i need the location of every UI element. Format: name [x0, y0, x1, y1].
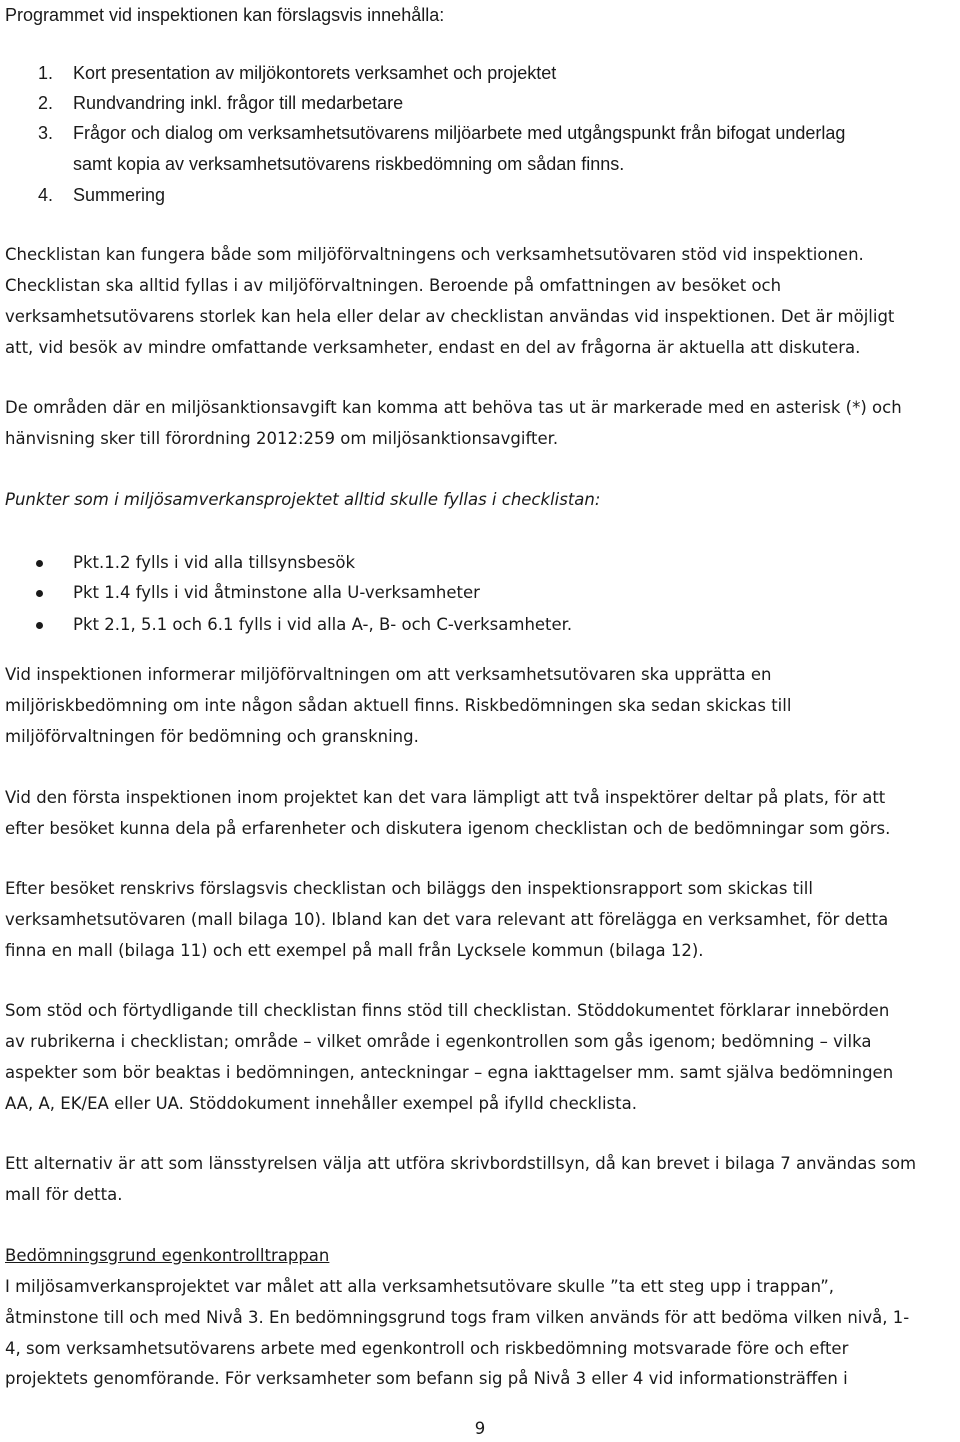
- text-line: 4, som verksamhetsutövarens arbete med egenkontroll och riskbedömning motsvarade före och efter: [5, 1339, 849, 1358]
- text-line: verksamhetsutövarens storlek kan hela eller delar av checklistan användas vid inspektionen. Det är möjligt: [5, 307, 895, 326]
- text-line: Efter besöket renskrivs förslagsvis checklistan och biläggs den inspektionsrapport som skickas till: [5, 879, 813, 898]
- list-number: 1.: [38, 63, 54, 83]
- list-item: Summering: [73, 185, 166, 205]
- bullet-item: Pkt 1.4 fylls i vid åtminstone alla U-verksamheter: [73, 583, 480, 602]
- text-line: Vid inspektionen informerar miljöförvaltningen om att verksamhetsutövaren ska upprätta en: [5, 665, 772, 684]
- section-heading: Bedömningsgrund egenkontrolltrappan: [5, 1246, 330, 1265]
- text-line: Ett alternativ är att som länsstyrelsen välja att utföra skrivbordstillsyn, då kan brevet i bilaga 7 användas som: [5, 1154, 917, 1173]
- text-line: att, vid besök av mindre omfattande verksamheter, endast en del av frågorna är aktuella att diskutera.: [5, 338, 861, 357]
- text-line: I miljösamverkansprojektet var målet att alla verksamhetsutövare skulle ”ta ett steg upp i trappan”,: [5, 1277, 835, 1296]
- text-line: mall för detta.: [5, 1185, 123, 1204]
- text-line: aspekter som bör beaktas i bedömningen, anteckningar – egna iakttagelser mm. samt själva bedömningen: [5, 1063, 894, 1082]
- intro-text: Programmet vid inspektionen kan förslagsvis innehålla:: [5, 5, 445, 25]
- punkter-heading: Punkter som i miljösamverkansprojektet alltid skulle fyllas i checklistan:: [5, 490, 601, 509]
- list-item-continued: samt kopia av verksamhetsutövarens riskbedömning om sådan finns.: [73, 154, 625, 174]
- text-line: AA, A, EK/EA eller UA. Stöddokument innehåller exempel på ifylld checklista.: [5, 1094, 637, 1113]
- list-item: Rundvandring inkl. frågor till medarbetare: [73, 93, 404, 113]
- text-line: Vid den första inspektionen inom projektet kan det vara lämpligt att två inspektörer deltar på plats, för att: [5, 788, 886, 807]
- bullet-icon: [36, 560, 43, 567]
- list-item: Frågor och dialog om verksamhetsutövarens miljöarbete med utgångspunkt från bifogat underlag: [73, 123, 846, 143]
- text-line: av rubrikerna i checklistan; område – vilket område i egenkontrollen som gås igenom; bedömning – vilka: [5, 1032, 872, 1051]
- list-number: 2.: [38, 93, 54, 113]
- list-number: 3.: [38, 123, 54, 143]
- text-line: efter besöket kunna dela på erfarenheter och diskutera igenom checklistan och de bedömningar som görs.: [5, 819, 891, 838]
- text-line: miljöförvaltningen för bedömning och granskning.: [5, 727, 419, 746]
- text-line: åtminstone till och med Nivå 3. En bedömningsgrund togs fram vilken används för att bedöma vilken nivå, 1-: [5, 1308, 910, 1327]
- bullet-icon: [36, 622, 43, 629]
- text-line: Som stöd och förtydligande till checklistan finns stöd till checklistan. Stöddokumentet förklarar innebörden: [5, 1001, 890, 1020]
- text-line: Checklistan kan fungera både som miljöförvaltningens och verksamhetsutövaren stöd vid inspektionen.: [5, 245, 864, 264]
- bullet-icon: [36, 590, 43, 597]
- text-line: projektets genomförande. För verksamheter som befann sig på Nivå 3 eller 4 vid informationsträffen i: [5, 1369, 848, 1388]
- text-line: finna en mall (bilaga 11) och ett exempel på mall från Lycksele kommun (bilaga 12).: [5, 941, 704, 960]
- bullet-item: Pkt.1.2 fylls i vid alla tillsynsbesök: [73, 553, 356, 572]
- bullet-item: Pkt 2.1, 5.1 och 6.1 fylls i vid alla A-, B- och C-verksamheter.: [73, 615, 573, 634]
- text-line: hänvisning sker till förordning 2012:259 om miljösanktionsavgifter.: [5, 429, 559, 448]
- page-number: 9: [474, 1419, 486, 1438]
- list-item: Kort presentation av miljökontorets verksamhet och projektet: [73, 63, 557, 83]
- text-line: De områden där en miljösanktionsavgift kan komma att behöva tas ut är markerade med en asterisk (*) och: [5, 398, 902, 417]
- text-line: verksamhetsutövaren (mall bilaga 10). Ibland kan det vara relevant att förelägga en verksamhet, för detta: [5, 910, 889, 929]
- list-number: 4.: [38, 185, 54, 205]
- text-line: miljöriskbedömning om inte någon sådan aktuell finns. Riskbedömningen ska sedan skickas till: [5, 696, 792, 715]
- text-line: Checklistan ska alltid fyllas i av miljöförvaltningen. Beroende på omfattningen av besöket och: [5, 276, 782, 295]
